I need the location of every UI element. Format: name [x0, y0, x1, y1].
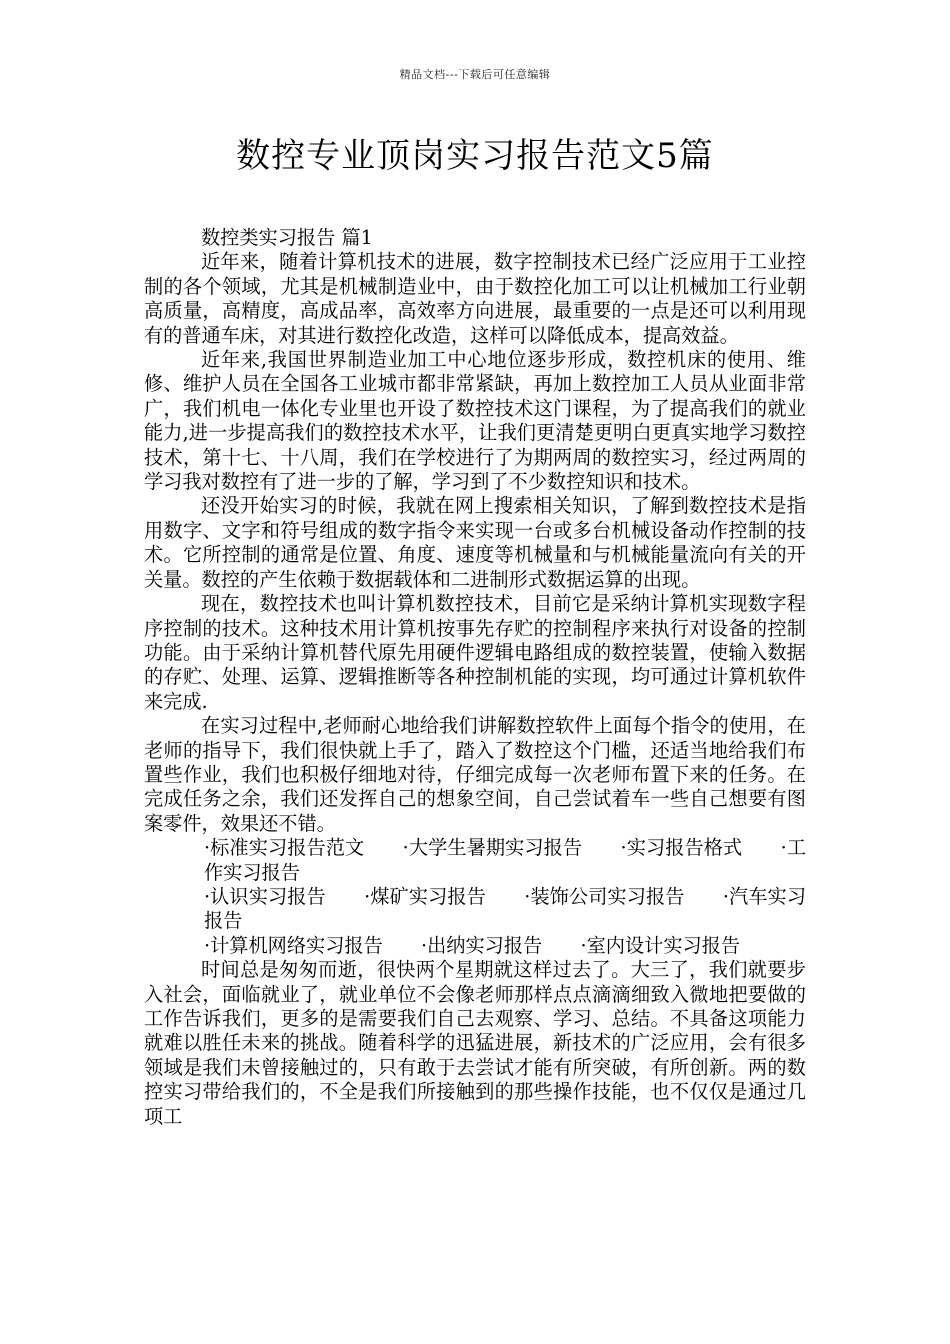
related-link[interactable]: ·计算机网络实习报告 — [204, 933, 383, 957]
paragraph: 近年来，随着计算机技术的进展，数字控制技术已经广泛应用于工业控制的各个领域，尤其是机械制造业中，由于数控化加工可以让机械加工行业朝高质量，高精度，高成品率，高效率方向进展，最重要的一点是还可以利用现有的普通车床，对其进行数控化改造，这样可以降低成本，提高效益。 — [144, 250, 806, 347]
related-link[interactable]: ·出纳实习报告 — [421, 933, 543, 957]
paragraph: 还没开始实习的时候，我就在网上搜索相关知识，了解到数控技术是指用数字、文字和符号组成的数字指令来实现一台或多台机械设备动作控制的技术。它所控制的通常是位置、角度、速度等机械量和与机械能量流向有关的开关量。数控的产生依赖于数据载体和二进制形式数据运算的出现。 — [144, 494, 806, 591]
paragraph: 现在，数控技术也叫计算机数控技术，目前它是采纳计算机实现数字程序控制的技术。这种技术用计算机按事先存贮的控制程序来执行对设备的控制功能。由于采纳计算机替代原先用硬件逻辑电路组成的数控装置，使输入数据的存贮、处理、运算、逻辑推断等各种控制机能的实现，均可通过计算机软件来完成. — [144, 592, 806, 713]
section-heading: 数控类实习报告 篇1 — [201, 226, 373, 249]
related-link[interactable]: ·装饰公司实习报告 — [524, 884, 685, 908]
related-link[interactable]: ·工作实习报告 — [204, 836, 807, 884]
related-links-row — [144, 885, 806, 934]
paragraph: 近年来,我国世界制造业加工中心地位逐步形成，数控机床的使用、维修、维护人员在全国各工业城市都非常紧缺，再加上数控加工人员从业面非常广，我们机电一体化专业里也开设了数控技术这门课程，为了提高我们的就业能力,进一步提高我们的数控技术水平，让我们更清楚更明白更真实地学习数控技术，第十七、十八周，我们在学校进行了为期两周的数控实习，经过两周的学习我对数控有了进一步的了解，学习到了不少数控知识和技术。 — [144, 348, 806, 494]
related-link[interactable]: ·认识实习报告 — [204, 884, 326, 908]
paragraph: 时间总是匆匆而逝，很快两个星期就这样过去了。大三了，我们就要步入社会，面临就业了，就业单位不会像老师那样点点滴滴细致入微地把要做的工作告诉我们，更多的是需要我们自己去观察、学习、总结。不具备这项能力就难以胜任未来的挑战。随着科学的迅猛进展，新技术的广泛应用，会有很多领域是我们未曾接触过的，只有敢于去尝试才能有所突破，有所创新。两的数控实习带给我们的，不全是我们所接触到的那些操作技能，也不仅仅是通过几项工 — [144, 958, 806, 1128]
related-link[interactable]: ·实习报告格式 — [620, 836, 743, 860]
related-link[interactable]: ·大学生暑期实习报告 — [402, 836, 583, 860]
related-link[interactable]: ·煤矿实习报告 — [364, 884, 486, 908]
related-link[interactable]: ·汽车实习报告 — [204, 884, 807, 933]
document-body — [144, 226, 806, 1129]
related-links-row — [144, 836, 806, 885]
paragraph: 在实习过程中,老师耐心地给我们讲解数控软件上面每个指令的使用，在老师的指导下，我们很快就上手了，踏入了数控这个门槛，还适当地给我们布置些作业，我们也积极仔细地对待，仔细完成每一次老师布置下来的任务。在完成任务之余，我们还发挥自己的想象空间，自己尝试着车一些自己想要有图案零件，效果还不错。 — [144, 714, 806, 835]
document-title: 数控专业顶岗实习报告范文5篇 — [236, 136, 714, 176]
related-link[interactable]: ·室内设计实习报告 — [580, 933, 741, 957]
related-links-row — [144, 934, 806, 958]
related-link[interactable]: ·标准实习报告范文 — [204, 836, 365, 860]
header-note: 精品文档---下载后可任意编辑 — [399, 68, 551, 81]
